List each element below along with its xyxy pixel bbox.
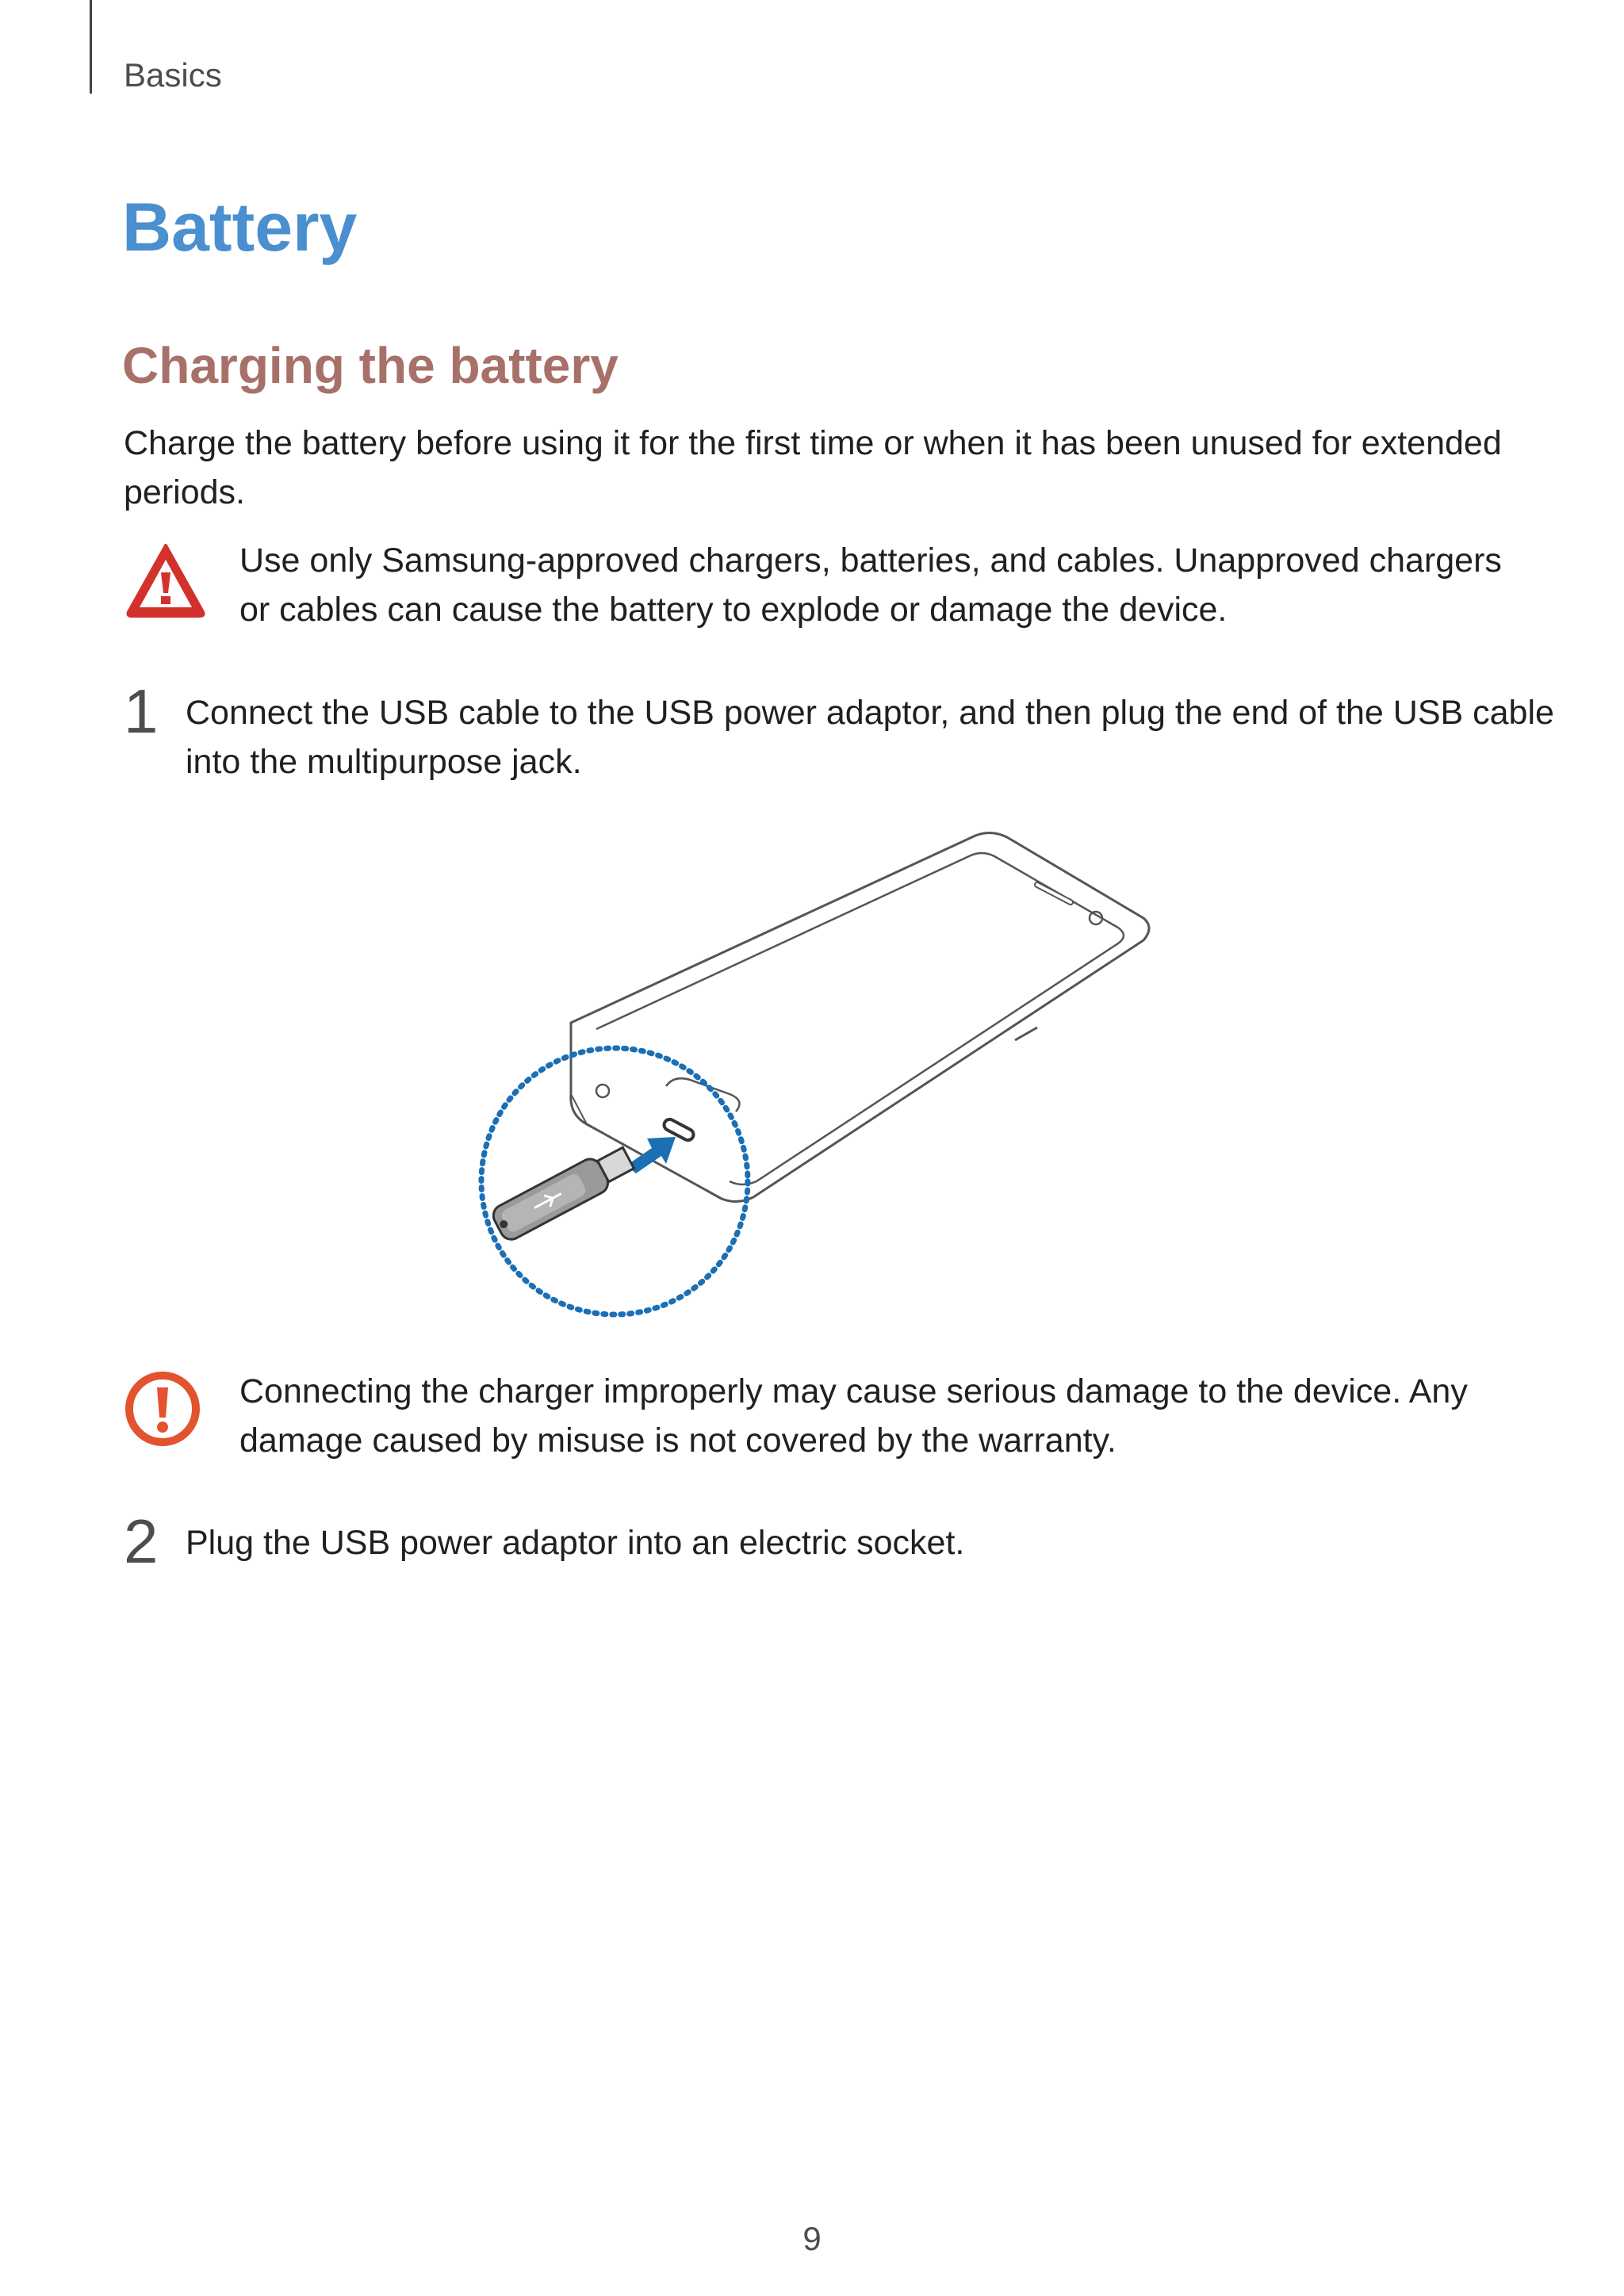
header-divider — [90, 0, 92, 94]
step-text: Plug the USB power adaptor into an electric socket. — [186, 1524, 965, 1562]
section-label: Basics — [124, 56, 222, 94]
phone-usb-connection-illustration — [468, 825, 1166, 1332]
warning-triangle-icon — [124, 541, 208, 620]
step-number: 1 — [124, 676, 159, 746]
step-text: Connect the USB cable to the USB power adaptor, and then plug the end of the USB cable into the multipurpose jack. — [186, 694, 1554, 781]
step-number: 2 — [124, 1506, 159, 1576]
intro-paragraph: Charge the battery before using it for the first time or when it has been unused for extended periods. — [124, 424, 1502, 511]
page-title: Battery — [122, 189, 358, 266]
page-number: 9 — [802, 2220, 822, 2257]
section-title: Charging the battery — [122, 337, 619, 394]
caution-exclamation-icon — [124, 1370, 201, 1448]
caution-text: Connecting the charger improperly may cause serious damage to the device. Any damage caused by misuse is not covered by the warranty. — [239, 1372, 1468, 1460]
warning-text: Use only Samsung-approved chargers, batteries, and cables. Unapproved chargers or cables can cause the battery to explode or damage the device. — [239, 541, 1502, 629]
